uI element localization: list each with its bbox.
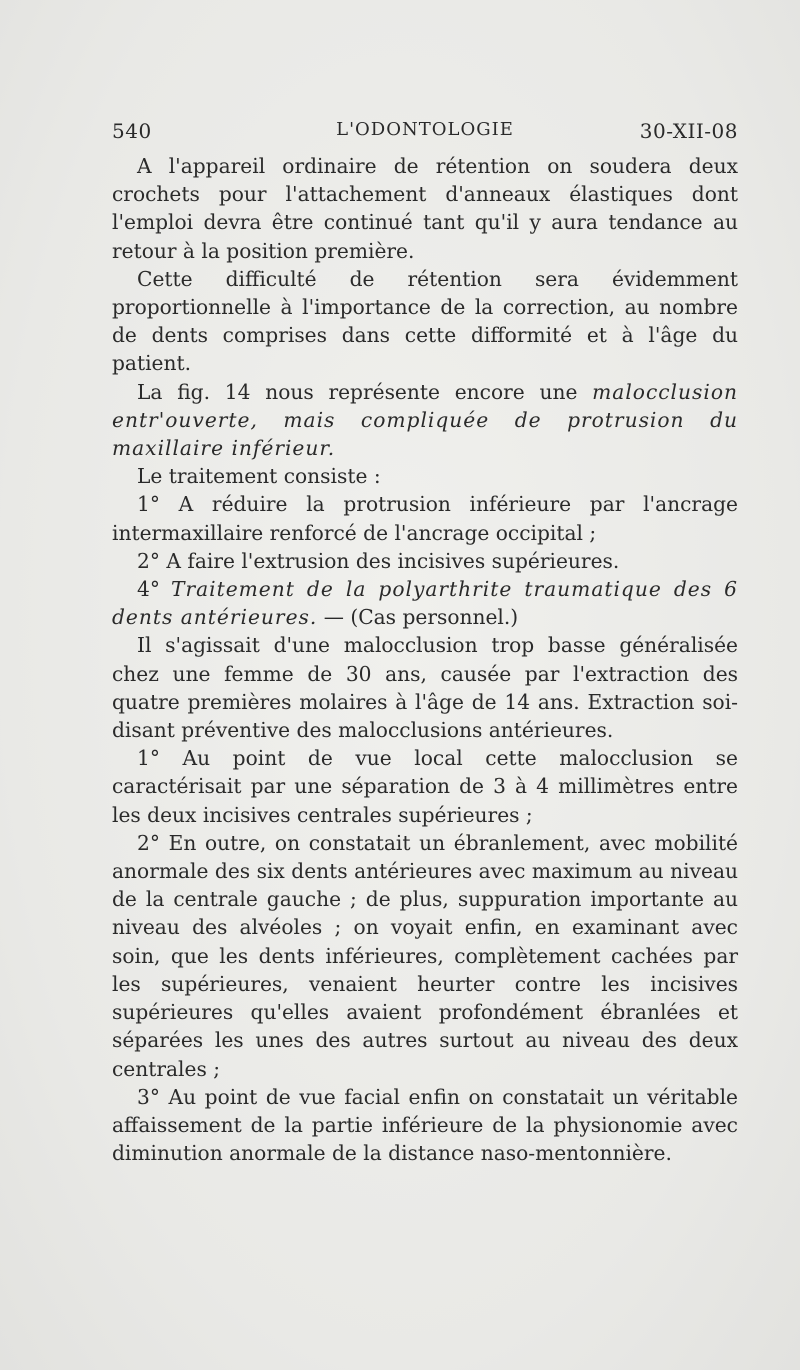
italic-segment: malocclusion entr'ouverte, mais compliquée de protrusion du maxillaire inférieur. xyxy=(112,379,738,461)
paragraph xyxy=(112,829,738,1083)
text-segment: Cette difficulté de rétention sera évidemment proportionnelle à l'importance de la correction, au nombre de dents comprises dans cette difformité et à l'âge du patient. xyxy=(112,266,738,376)
body-text xyxy=(112,152,738,1167)
page-number: 540 xyxy=(112,119,152,143)
paragraph xyxy=(112,1083,738,1168)
text-segment: Le traitement consiste : xyxy=(137,464,381,489)
paragraph xyxy=(112,547,738,575)
journal-title: L'ODONTOLOGIE xyxy=(336,119,514,140)
italic-segment: Traitement de la polyarthrite traumatique des 6 dents antérieures. xyxy=(112,577,738,630)
text-segment: 4° xyxy=(137,577,171,602)
issue-date: 30-XII-08 xyxy=(639,119,738,143)
paragraph xyxy=(112,265,738,378)
paragraph xyxy=(112,631,738,744)
paragraph xyxy=(112,490,738,546)
paragraph xyxy=(112,575,738,631)
paragraph xyxy=(112,378,738,463)
paragraph xyxy=(112,462,738,490)
text-segment: 2° A faire l'extrusion des incisives supérieures. xyxy=(137,548,620,573)
text-segment: 1° A réduire la protrusion inférieure par l'ancrage intermaxillaire renforcé de l'ancrage occipital ; xyxy=(112,492,738,545)
text-segment: La fig. 14 nous représente encore une xyxy=(137,379,593,404)
paragraph xyxy=(112,152,738,265)
text-segment: 1° Au point de vue local cette malocclusion se caractérisait par une séparation de 3 à 4 millimètres entre les deux incisives centrales supérieures ; xyxy=(112,746,738,827)
paragraph xyxy=(112,744,738,829)
text-segment: — (Cas personnel.) xyxy=(317,605,519,630)
running-header xyxy=(112,119,738,143)
text-segment: 3° Au point de vue facial enfin on constatait un véritable affaissement de la partie inférieure de la physionomie avec diminution anormale de la distance naso-mentonnière. xyxy=(112,1084,738,1166)
text-segment: 2° En outre, on constatait un ébranlement, avec mobilité anormale des six dents antérieures avec maximum au niveau de la centrale gauche ; de plus, suppuration importante au niveau des alvéoles ; on voyait enfin, en examinant avec soin, que les dents inférieures, complètement cachées par les supérieures, venaient heurter contre les incisives supérieures qu'elles avaient profondément ébranlées et séparées les unes des autres surtout au niveau des deux centrales ; xyxy=(112,830,738,1081)
text-segment: A l'appareil ordinaire de rétention on soudera deux crochets pour l'attachement d'anneaux élastiques dont l'emploi devra être continué tant qu'il y aura tendance au retour à la position première. xyxy=(112,154,738,263)
text-segment: Il s'agissait d'une malocclusion trop basse généralisée chez une femme de 30 ans, causée par l'extraction des quatre premières molaires à l'âge de 14 ans. Extraction soi-disant préventive des malocclusions antérieures. xyxy=(112,633,738,743)
